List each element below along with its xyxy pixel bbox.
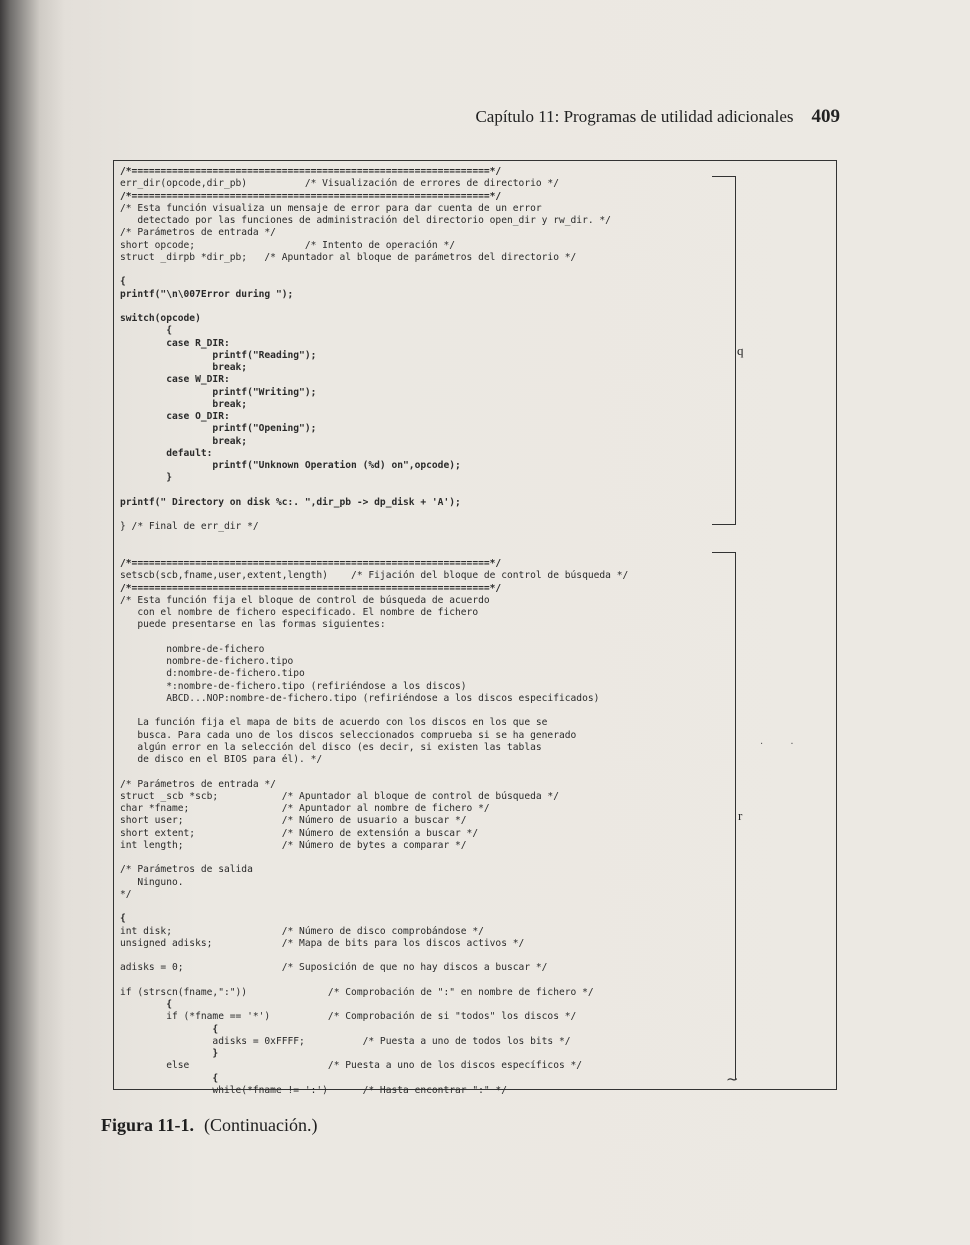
code-line: adisks = 0; /* Suposición de que no hay discos a buscar */ — [120, 962, 548, 974]
code-line — [120, 852, 720, 864]
figure-number: Figura 11-1. — [101, 1115, 194, 1135]
code-line: /*==============================================================*/ — [120, 558, 502, 569]
code-line: *:nombre-de-fichero.tipo (refiriéndose a los discos) — [120, 680, 467, 692]
code-line: char *fname; /* Apuntador al nombre de fichero */ — [120, 803, 490, 814]
code-line: nombre-de-fichero — [120, 643, 265, 655]
code-line: } /* Final de err_dir */ — [120, 521, 259, 533]
code-line — [120, 705, 720, 717]
code-line: { — [120, 1072, 219, 1084]
code-line: printf(" Directory on disk %c:. ",dir_pb -> dp_disk + 'A'); — [120, 496, 461, 508]
code-line: if (*fname == '*') /* Comprobación de si "todos" los discos */ — [120, 1011, 577, 1023]
code-line: } — [120, 1048, 219, 1059]
code-line — [120, 534, 720, 546]
code-line: while(*fname != ':') /* Hasta encontrar ":" */ — [120, 1084, 507, 1096]
code-line — [120, 766, 720, 778]
code-line: La función fija el mapa de bits de acuerdo con los discos en los que se — [120, 717, 548, 729]
code-line: err_dir(opcode,dir_pb) /* Visualización de errores de directorio */ — [120, 178, 559, 190]
code-line: Ninguno. — [120, 876, 184, 888]
bracket-r — [712, 552, 736, 1080]
code-line: ABCD...NOP:nombre-de-fichero.tipo (refiriéndose a los discos especificados) — [120, 692, 600, 704]
code-line — [120, 509, 720, 521]
code-line: case W_DIR: — [120, 374, 230, 386]
code-line — [120, 264, 720, 276]
code-line: { — [120, 276, 126, 288]
code-line — [120, 901, 720, 913]
code-line: */ — [120, 888, 132, 900]
code-line: } — [120, 472, 172, 484]
bracket-label-r: r — [738, 808, 743, 823]
code-line: puede presentarse en las formas siguientes: — [120, 619, 386, 631]
figure-caption-text: (Continuación.) — [204, 1115, 318, 1135]
code-line: setscb(scb,fname,user,extent,length) /* Fijación del bloque de control de búsqueda */ — [120, 570, 629, 582]
code-line: detectado por las funciones de administración del directorio open_dir y rw_dir. */ — [120, 215, 611, 226]
code-line: /* Parámetros de entrada */ — [120, 227, 276, 239]
code-line: /*==============================================================*/ — [120, 190, 502, 202]
code-line: { — [120, 999, 172, 1010]
bracket-continuation-mark: ~ — [726, 1070, 739, 1088]
code-line — [120, 485, 720, 497]
code-line: struct _scb *scb; /* Apuntador al bloque de control de búsqueda */ — [120, 790, 559, 802]
code-line: printf("Unknown Operation (%d) on",opcode); — [120, 460, 461, 471]
code-line — [120, 950, 720, 962]
code-line: d:nombre-de-fichero.tipo — [120, 668, 305, 680]
bracket-label-q: q — [737, 343, 744, 358]
code-line: /* Parámetros de entrada */ — [120, 778, 276, 790]
figure-caption — [101, 1115, 317, 1136]
code-line: break; — [120, 435, 248, 447]
code-line: short extent; /* Número de extensión a buscar */ — [120, 827, 479, 839]
code-line: /*==============================================================*/ — [120, 582, 502, 594]
code-line: default: — [120, 447, 213, 459]
code-line: struct _dirpb *dir_pb; /* Apuntador al bloque de parámetros del directorio */ — [120, 251, 577, 263]
code-line: printf("\n\007Error during "); — [120, 288, 294, 300]
code-line — [120, 546, 720, 558]
code-line: break; — [120, 398, 248, 410]
code-line: /*==============================================================*/ — [120, 166, 502, 177]
code-line: int disk; /* Número de disco comprobándose */ — [120, 925, 484, 937]
code-line — [120, 632, 720, 644]
code-line: { — [120, 913, 126, 925]
code-line: con el nombre de fichero especificado. El nombre de fichero — [120, 607, 479, 618]
code-line — [120, 301, 720, 313]
code-line: int length; /* Número de bytes a comparar */ — [120, 839, 467, 851]
code-line: short user; /* Número de usuario a buscar */ — [120, 815, 467, 827]
code-line: { — [120, 325, 172, 337]
code-line: { — [120, 1023, 219, 1035]
print-specks: · · — [760, 739, 806, 750]
code-line: /* Esta función visualiza un mensaje de error para dar cuenta de un error — [120, 202, 542, 214]
code-line: printf("Writing"); — [120, 386, 317, 398]
code-line: break; — [120, 362, 248, 373]
code-line: case R_DIR: — [120, 337, 230, 349]
code-listing — [120, 166, 720, 1097]
page-number: 409 — [811, 106, 840, 127]
code-line: unsigned adisks; /* Mapa de bits para los discos activos */ — [120, 937, 525, 949]
code-line: printf("Reading"); — [120, 349, 317, 361]
code-line: else /* Puesta a uno de los discos específicos */ — [120, 1060, 583, 1072]
code-line: adisks = 0xFFFF; /* Puesta a uno de todos los bits */ — [120, 1035, 571, 1047]
code-line: /* Parámetros de salida — [120, 864, 253, 876]
code-line: de disco en el BIOS para él). */ — [120, 754, 323, 765]
code-line: /* Esta función fija el bloque de control de búsqueda de acuerdo — [120, 594, 490, 606]
code-line — [120, 975, 720, 987]
code-line: if (strscn(fname,":")) /* Comprobación de ":" en nombre de fichero */ — [120, 986, 594, 998]
code-line: printf("Opening"); — [120, 423, 317, 435]
bracket-q — [712, 176, 736, 525]
code-line: nombre-de-fichero.tipo — [120, 656, 294, 667]
code-line: algún error en la selección del disco (es decir, si existen las tablas — [120, 741, 542, 753]
code-line: short opcode; /* Intento de operación */ — [120, 239, 456, 251]
code-line: case O_DIR: — [120, 411, 230, 422]
page-header — [300, 106, 840, 128]
chapter-title: Capítulo 11: Programas de utilidad adicionales — [475, 107, 794, 126]
code-line: busca. Para cada uno de los discos seleccionados comprueba si se ha generado — [120, 729, 577, 741]
code-line: switch(opcode) — [120, 313, 201, 324]
